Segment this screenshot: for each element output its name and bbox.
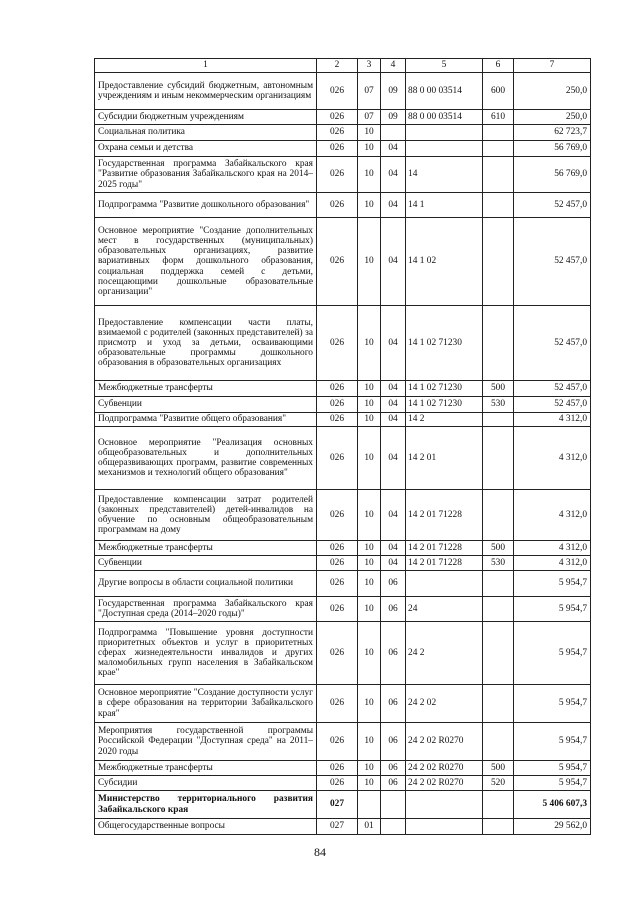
ministry-code: 026 (317, 541, 358, 556)
row-name: Государственная программа Забайкальского края "Развитие образования Забайкальского края на 2014–2025 годы" (95, 157, 317, 193)
ministry-code: 026 (317, 427, 358, 490)
section-code: 10 (358, 776, 381, 791)
row-name: Предоставление субсидий бюджетным, автономным учреждениям и иным некоммерческим организациям (95, 73, 317, 110)
section-code: 10 (358, 761, 381, 776)
target-article-code: 14 2 (406, 413, 483, 427)
ministry-code: 026 (317, 141, 358, 157)
target-article-code: 14 1 02 71230 (406, 306, 483, 381)
expense-type-code (483, 141, 514, 157)
expense-type-code: 530 (483, 556, 514, 571)
ministry-code: 027 (317, 819, 358, 835)
row-name: Предоставление компенсации затрат родителей (законных представителей) детей-инвалидов на обучение по основным общеобразовательным программам на дому (95, 490, 317, 541)
table-row (95, 541, 591, 556)
expense-type-code: 600 (483, 73, 514, 110)
amount: 52 457,0 (514, 306, 591, 381)
row-name: Основное мероприятие "Создание дополнительных мест в государственных (муниципальных) образовательных организациях, развитие вариативных форм дошкольного образования, социальная поддержка семей с детьми, посещающими дошкольные образовательные организации" (95, 218, 317, 306)
table-row (95, 490, 591, 541)
table-row (95, 597, 591, 622)
expense-type-code (483, 125, 514, 141)
section-code: 10 (358, 157, 381, 193)
row-name: Основное мероприятие "Реализация основных общеобразовательных и дополнительных общеразвивающих программ, развитие современных механизмов и технологий общего образования" (95, 427, 317, 490)
section-code: 10 (358, 723, 381, 761)
expense-type-code (483, 685, 514, 723)
expense-type-code (483, 597, 514, 622)
budget-table (94, 58, 591, 835)
target-article-code: 14 2 01 71228 (406, 541, 483, 556)
row-name: Мероприятия государственной программы Российской Федерации "Доступная среда" на 2011–2020 годы (95, 723, 317, 761)
table-row (95, 723, 591, 761)
ministry-code: 026 (317, 490, 358, 541)
ministry-code: 026 (317, 381, 358, 397)
target-article-code: 14 2 01 71228 (406, 490, 483, 541)
ministry-code: 026 (317, 125, 358, 141)
amount: 250,0 (514, 73, 591, 110)
section-code: 10 (358, 556, 381, 571)
table-row (95, 110, 591, 125)
amount: 52 457,0 (514, 397, 591, 413)
subsection-code: 09 (381, 73, 406, 110)
target-article-code: 24 2 02 R0270 (406, 776, 483, 791)
subsection-code: 04 (381, 306, 406, 381)
subsection-code: 06 (381, 723, 406, 761)
target-article-code (406, 819, 483, 835)
subsection-code: 06 (381, 622, 406, 685)
ministry-code: 026 (317, 556, 358, 571)
table-row (95, 413, 591, 427)
expense-type-code (483, 193, 514, 218)
row-name: Другие вопросы в области социальной политики (95, 571, 317, 597)
expense-type-code: 530 (483, 397, 514, 413)
target-article-code: 88 0 00 03514 (406, 110, 483, 125)
header-cell: 1 (95, 59, 317, 73)
ministry-code: 027 (317, 791, 358, 819)
row-name: Подпрограмма "Развитие дошкольного образования" (95, 193, 317, 218)
amount: 5 954,7 (514, 597, 591, 622)
amount: 4 312,0 (514, 427, 591, 490)
amount: 4 312,0 (514, 490, 591, 541)
row-name: Межбюджетные трансферты (95, 761, 317, 776)
row-name: Предоставление компенсации части платы, взимаемой с родителей (законных представителей) за присмотр и уход за детьми, осваивающими образовательные программы дошкольного образования в образовательных организациях (95, 306, 317, 381)
expense-type-code (483, 571, 514, 597)
expense-type-code: 500 (483, 381, 514, 397)
section-code: 10 (358, 541, 381, 556)
expense-type-code: 500 (483, 541, 514, 556)
amount: 4 312,0 (514, 413, 591, 427)
row-name: Субсидии бюджетным учреждениям (95, 110, 317, 125)
subsection-code: 06 (381, 571, 406, 597)
table-row (95, 218, 591, 306)
section-code: 07 (358, 110, 381, 125)
section-code: 10 (358, 571, 381, 597)
target-article-code: 14 (406, 157, 483, 193)
section-code: 10 (358, 427, 381, 490)
row-name: Субвенции (95, 556, 317, 571)
subsection-code: 04 (381, 141, 406, 157)
target-article-code: 14 2 01 71228 (406, 556, 483, 571)
row-name: Социальная политика (95, 125, 317, 141)
table-row (95, 622, 591, 685)
ministry-code: 026 (317, 622, 358, 685)
subsection-code: 04 (381, 541, 406, 556)
section-code: 10 (358, 622, 381, 685)
table-header-row (95, 59, 591, 73)
expense-type-code: 500 (483, 761, 514, 776)
table-row (95, 571, 591, 597)
target-article-code: 14 1 02 71230 (406, 381, 483, 397)
amount: 62 723,7 (514, 125, 591, 141)
amount: 5 954,7 (514, 622, 591, 685)
section-code: 01 (358, 819, 381, 835)
row-name: Подпрограмма "Развитие общего образования" (95, 413, 317, 427)
section-code: 10 (358, 306, 381, 381)
ministry-code: 026 (317, 397, 358, 413)
subsection-code (381, 819, 406, 835)
subsection-code: 06 (381, 685, 406, 723)
amount: 52 457,0 (514, 193, 591, 218)
ministry-code: 026 (317, 776, 358, 791)
table-row (95, 427, 591, 490)
subsection-code: 04 (381, 490, 406, 541)
ministry-code: 026 (317, 306, 358, 381)
amount: 5 954,7 (514, 571, 591, 597)
row-name: Охрана семьи и детства (95, 141, 317, 157)
table-row (95, 73, 591, 110)
subsection-code: 04 (381, 413, 406, 427)
table-row (95, 381, 591, 397)
target-article-code: 14 2 01 (406, 427, 483, 490)
target-article-code: 24 2 (406, 622, 483, 685)
row-name: Государственная программа Забайкальского края "Доступная среда (2014–2020 годы)" (95, 597, 317, 622)
section-code: 10 (358, 193, 381, 218)
header-cell: 2 (317, 59, 358, 73)
ministry-code: 026 (317, 157, 358, 193)
target-article-code: 14 1 02 71230 (406, 397, 483, 413)
subsection-code (381, 791, 406, 819)
target-article-code (406, 141, 483, 157)
expense-type-code: 610 (483, 110, 514, 125)
ministry-code: 026 (317, 73, 358, 110)
table-row (95, 157, 591, 193)
target-article-code (406, 791, 483, 819)
table-row (95, 193, 591, 218)
ministry-code: 026 (317, 218, 358, 306)
expense-type-code (483, 791, 514, 819)
expense-type-code (483, 723, 514, 761)
subsection-code: 04 (381, 427, 406, 490)
target-article-code: 24 2 02 R0270 (406, 723, 483, 761)
ministry-code: 026 (317, 723, 358, 761)
subsection-code: 06 (381, 597, 406, 622)
header-cell: 6 (483, 59, 514, 73)
table-row (95, 306, 591, 381)
table-row (95, 776, 591, 791)
table-row (95, 761, 591, 776)
row-name: Межбюджетные трансферты (95, 381, 317, 397)
ministry-code: 026 (317, 413, 358, 427)
amount: 5 954,7 (514, 761, 591, 776)
amount: 56 769,0 (514, 157, 591, 193)
table-row (95, 791, 591, 819)
header-cell: 7 (514, 59, 591, 73)
section-code: 10 (358, 141, 381, 157)
section-code: 10 (358, 685, 381, 723)
row-name: Общегосударственные вопросы (95, 819, 317, 835)
row-name: Министерство территориального развития Забайкальского края (95, 791, 317, 819)
section-code: 10 (358, 125, 381, 141)
target-article-code: 24 (406, 597, 483, 622)
subsection-code: 04 (381, 556, 406, 571)
amount: 52 457,0 (514, 381, 591, 397)
amount: 250,0 (514, 110, 591, 125)
ministry-code: 026 (317, 571, 358, 597)
amount: 29 562,0 (514, 819, 591, 835)
target-article-code (406, 571, 483, 597)
expense-type-code (483, 157, 514, 193)
expense-type-code (483, 819, 514, 835)
header-cell: 5 (406, 59, 483, 73)
expense-type-code (483, 306, 514, 381)
target-article-code: 14 1 (406, 193, 483, 218)
expense-type-code (483, 218, 514, 306)
header-cell: 3 (358, 59, 381, 73)
expense-type-code: 520 (483, 776, 514, 791)
target-article-code (406, 125, 483, 141)
expense-type-code (483, 490, 514, 541)
amount: 5 954,7 (514, 776, 591, 791)
row-name: Межбюджетные трансферты (95, 541, 317, 556)
section-code: 10 (358, 490, 381, 541)
subsection-code: 04 (381, 218, 406, 306)
amount: 4 312,0 (514, 541, 591, 556)
header-cell: 4 (381, 59, 406, 73)
table-row (95, 125, 591, 141)
amount: 4 312,0 (514, 556, 591, 571)
section-code: 10 (358, 397, 381, 413)
target-article-code: 24 2 02 R0270 (406, 761, 483, 776)
section-code: 10 (358, 413, 381, 427)
amount: 56 769,0 (514, 141, 591, 157)
amount: 52 457,0 (514, 218, 591, 306)
table-row (95, 556, 591, 571)
target-article-code: 14 1 02 (406, 218, 483, 306)
target-article-code: 88 0 00 03514 (406, 73, 483, 110)
row-name: Основное мероприятие "Создание доступности услуг в сфере образования на территории Забайкальского края" (95, 685, 317, 723)
page-number: 84 (314, 845, 326, 859)
ministry-code: 026 (317, 761, 358, 776)
subsection-code: 04 (381, 397, 406, 413)
row-name: Подпрограмма "Повышение уровня доступности приоритетных объектов и услуг в приоритетных сферах жизнедеятельности инвалидов и других маломобильных групп населения в Забайкальском крае" (95, 622, 317, 685)
section-code: 10 (358, 218, 381, 306)
row-name: Субсидии (95, 776, 317, 791)
ministry-code: 026 (317, 685, 358, 723)
subsection-code: 09 (381, 110, 406, 125)
ministry-code: 026 (317, 193, 358, 218)
section-code: 10 (358, 597, 381, 622)
subsection-code: 04 (381, 157, 406, 193)
ministry-code: 026 (317, 110, 358, 125)
section-code: 10 (358, 381, 381, 397)
amount: 5 954,7 (514, 723, 591, 761)
subsection-code (381, 125, 406, 141)
ministry-code: 026 (317, 597, 358, 622)
amount: 5 954,7 (514, 685, 591, 723)
subsection-code: 06 (381, 761, 406, 776)
expense-type-code (483, 413, 514, 427)
expense-type-code (483, 622, 514, 685)
amount: 5 406 607,3 (514, 791, 591, 819)
expense-type-code (483, 427, 514, 490)
target-article-code: 24 2 02 (406, 685, 483, 723)
section-code: 07 (358, 73, 381, 110)
row-name: Субвенции (95, 397, 317, 413)
subsection-code: 04 (381, 193, 406, 218)
table-row (95, 819, 591, 835)
table-row (95, 685, 591, 723)
subsection-code: 04 (381, 381, 406, 397)
subsection-code: 06 (381, 776, 406, 791)
table-row (95, 141, 591, 157)
table-row (95, 397, 591, 413)
section-code (358, 791, 381, 819)
